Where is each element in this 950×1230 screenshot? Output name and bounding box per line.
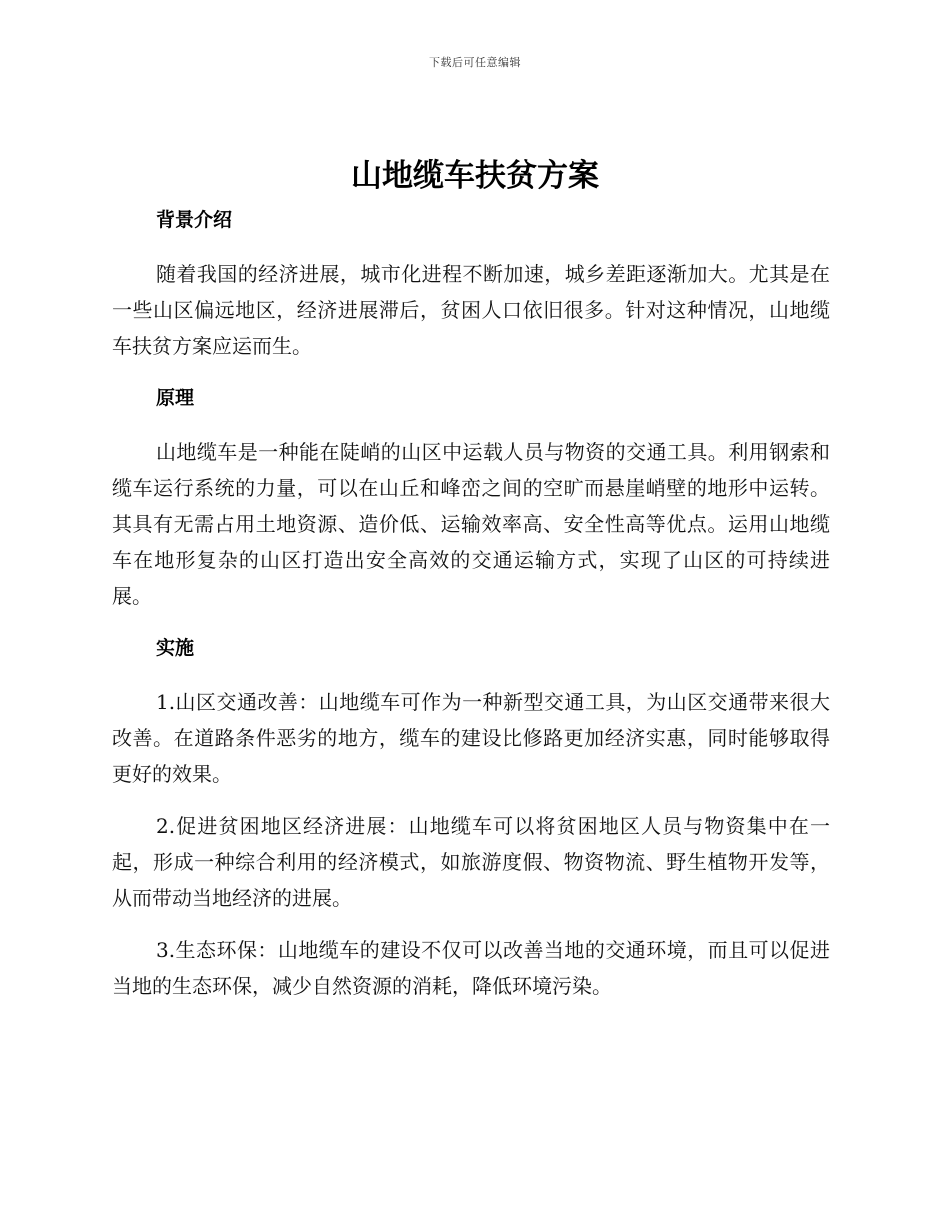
- paragraph: 随着我国的经济进展，城市化进程不断加速，城乡差距逐渐加大。尤其是在一些山区偏远地区，经济进展滞后，贫困人口依旧很多。针对这种情况，山地缆车扶贫方案应运而生。: [112, 262, 830, 358]
- document-title: 山地缆车扶贫方案: [351, 158, 599, 194]
- paragraph: 山地缆车是一种能在陡峭的山区中运载人员与物资的交通工具。利用钢索和缆车运行系统的力量，可以在山丘和峰峦之间的空旷而悬崖峭壁的地形中运转。其具有无需占用土地资源、造价低、运输效率高、安全性高等优点。运用山地缆车在地形复杂的山区打造出安全高效的交通运输方式，实现了山区的可持续进展。: [112, 440, 830, 608]
- section-background: [112, 202, 830, 380]
- paragraph: 3.生态环保：山地缆车的建设不仅可以改善当地的交通环境，而且可以促进当地的生态环保，减少自然资源的消耗，降低环境污染。: [112, 938, 830, 998]
- section-principle: [112, 380, 830, 630]
- paragraph: 2.促进贫困地区经济进展：山地缆车可以将贫困地区人员与物资集中在一起，形成一种综合利用的经济模式，如旅游度假、物资物流、野生植物开发等，从而带动当地经济的进展。: [112, 814, 830, 910]
- section-heading: 实施: [156, 637, 195, 659]
- section-implementation: [112, 630, 830, 1004]
- paragraph: 1.山区交通改善：山地缆车可作为一种新型交通工具，为山区交通带来很大改善。在道路条件恶劣的地方，缆车的建设比修路更加经济实惠，同时能够取得更好的效果。: [112, 690, 830, 786]
- section-heading: 原理: [156, 387, 195, 409]
- document-body: [112, 202, 830, 1004]
- header-note: 下载后可任意编辑: [429, 56, 521, 69]
- section-heading: 背景介绍: [156, 209, 233, 231]
